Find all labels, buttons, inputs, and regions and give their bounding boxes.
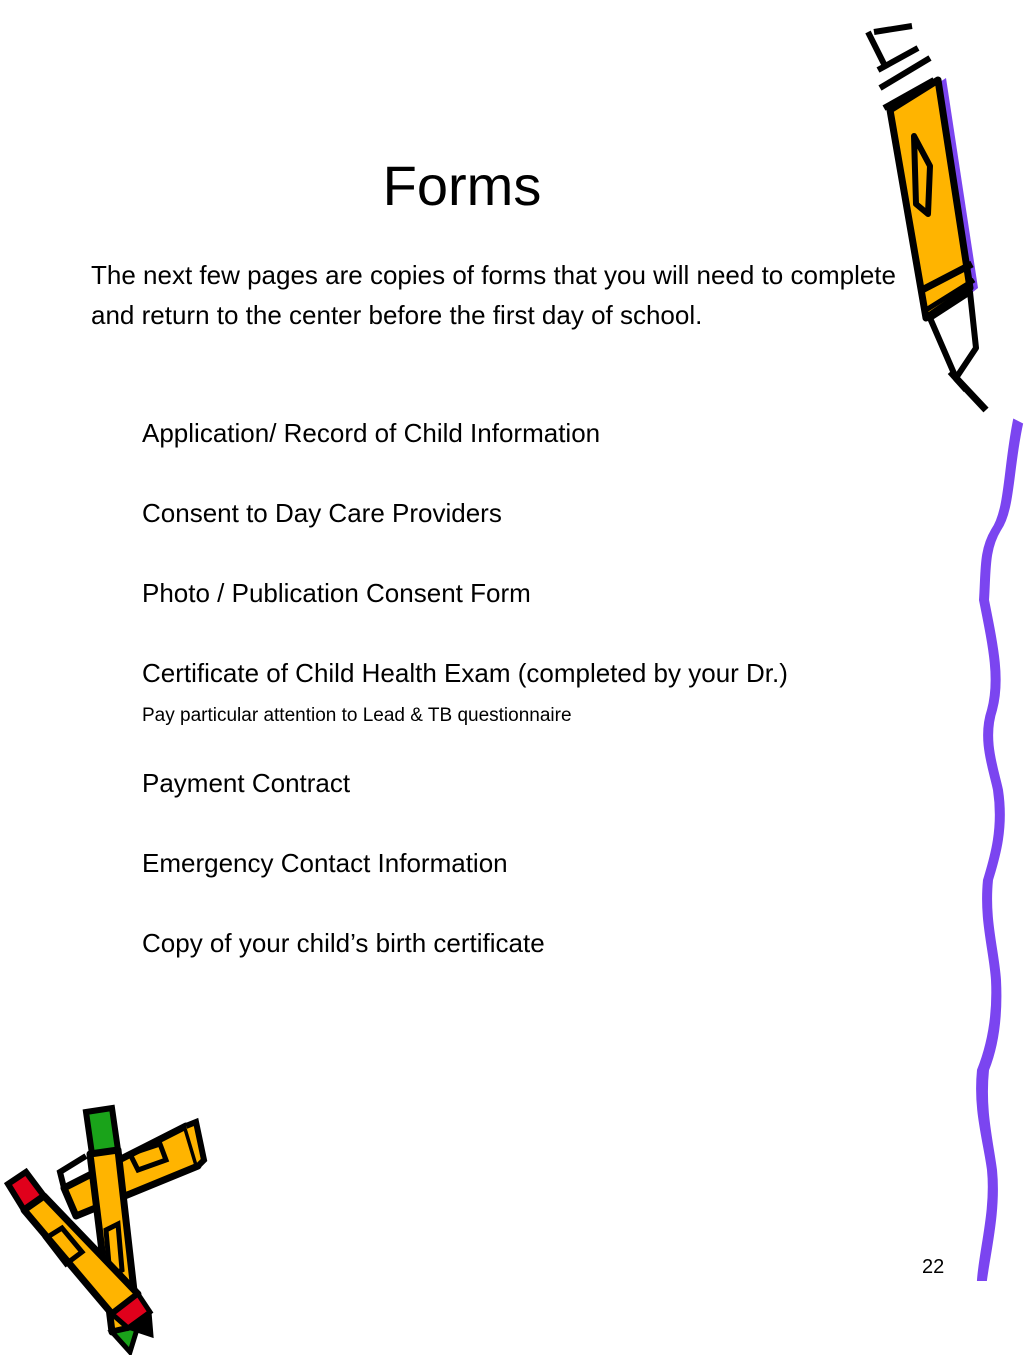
slide-title: Forms — [382, 154, 542, 217]
page-number: 22 — [922, 1256, 945, 1278]
form-item-application: Application/ Record of Child Information — [142, 418, 601, 448]
form-item-birth-certificate: Copy of your child’s birth certificate — [142, 928, 545, 958]
health-exam-note: Pay particular attention to Lead & TB questionnaire — [142, 705, 572, 726]
form-item-emergency-contact: Emergency Contact Information — [142, 848, 508, 878]
form-item-photo-consent: Photo / Publication Consent Form — [142, 578, 531, 608]
intro-paragraph: The next few pages are copies of forms that you will need to complete and return to the center before the first day of school. — [91, 260, 896, 330]
crossed-pencils-icon — [0, 1100, 210, 1355]
form-item-payment-contract: Payment Contract — [142, 768, 351, 798]
form-item-health-exam: Certificate of Child Health Exam (completed by your Dr.) — [142, 658, 788, 688]
purple-ribbon-border — [960, 410, 1024, 1290]
form-item-consent-day-care: Consent to Day Care Providers — [142, 498, 502, 528]
